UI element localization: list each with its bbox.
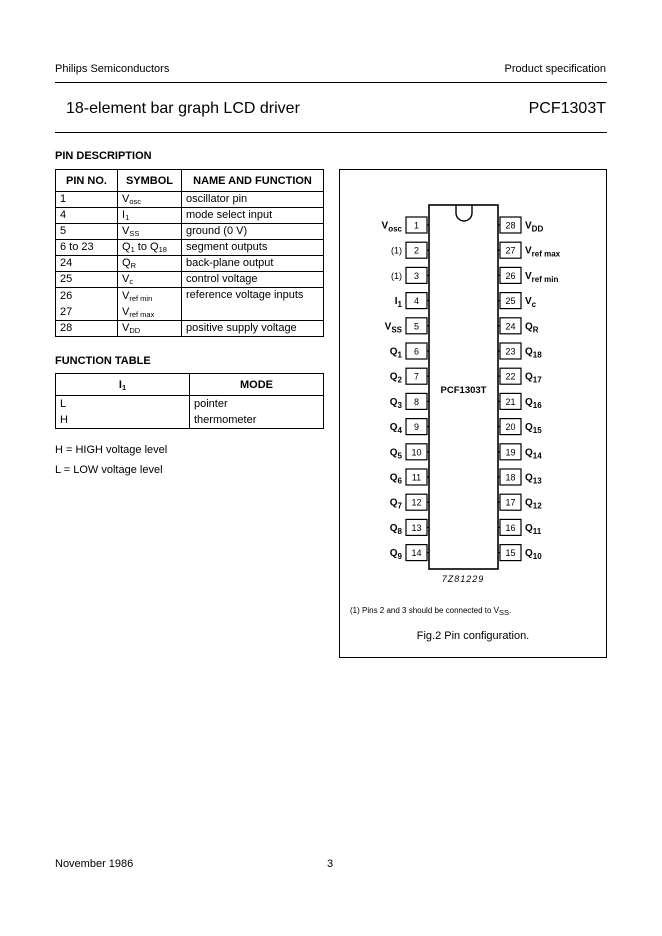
doc-type: Product specification (504, 63, 606, 75)
pin-name: $V_{osc}$ (381, 220, 402, 234)
pin-number: 11 (411, 472, 422, 483)
pin-name: $Q_9$ (389, 548, 402, 562)
pin-cell: 28 (56, 321, 118, 337)
function-cell: segment outputs (182, 240, 324, 256)
function-table-heading: FUNCTION TABLE (55, 355, 151, 367)
table-row (56, 396, 324, 429)
pin-name: $Q_8$ (389, 522, 402, 536)
pin-name: (1) (391, 245, 402, 256)
symbol-cell: $Q_R$ (118, 256, 182, 272)
symbol-cell: $V_{SS}$ (118, 224, 182, 240)
pin-number: 23 (505, 346, 516, 357)
pin-number: 15 (505, 548, 516, 559)
column-header: SYMBOL (118, 170, 182, 192)
pin-name: $Q_{18}$ (525, 346, 542, 360)
pin-number: 26 (505, 270, 516, 281)
column-header: NAME AND FUNCTION (182, 170, 324, 192)
function-cell: oscillator pin (182, 192, 324, 208)
table-row (56, 321, 324, 337)
pin-name: $Q_4$ (389, 422, 402, 436)
pin-number: 8 (413, 396, 420, 407)
pin-number: 19 (505, 447, 516, 458)
pin-name: $Q_1$ (389, 346, 402, 360)
pin-number: 5 (413, 321, 420, 332)
symbol-cell: $Q_1$ to $Q_{18}$ (118, 240, 182, 256)
table-row (56, 240, 324, 256)
pin-name: $Q_7$ (389, 497, 402, 511)
doc-title: 18-element bar graph LCD driver (66, 100, 300, 117)
pin-cell: 26 27 (56, 288, 118, 321)
pin-name: $Q_3$ (389, 396, 402, 410)
symbol-cell: $V_{ref min}$ $V_{ref max}$ (118, 288, 182, 321)
symbol-cell: $V_c$ (118, 272, 182, 288)
pin-name: $V_{ref min}$ (525, 270, 559, 284)
pin-number: 9 (413, 422, 420, 433)
right-pins (498, 217, 561, 561)
symbol-cell: $V_{osc}$ (118, 192, 182, 208)
pin-name: $Q_{10}$ (525, 548, 542, 562)
pin-number: 17 (505, 497, 516, 508)
pin-number: 20 (505, 422, 516, 433)
note-low: L = LOW voltage level (55, 464, 163, 476)
pin-number: 10 (411, 447, 422, 458)
title-rule (55, 132, 607, 133)
figure-caption: Fig.2 Pin configuration. (416, 630, 530, 642)
pin-number: 27 (505, 245, 516, 256)
chip-label: PCF1303T (440, 385, 487, 396)
pin-number: 12 (411, 497, 422, 508)
figure-footnote: (1) Pins 2 and 3 should be connected to $V_{SS}$. (350, 606, 512, 617)
page-number: 3 (327, 858, 334, 870)
pin-number: 24 (505, 321, 516, 332)
pin-name: $V_{DD}$ (525, 220, 544, 234)
pin-number: 14 (411, 548, 422, 559)
pin-description-heading: PIN DESCRIPTION (55, 150, 152, 162)
pin-number: 2 (413, 245, 420, 256)
pin-cell: 4 (56, 208, 118, 224)
pin-configuration-diagram (340, 170, 604, 595)
input-cell: L H (56, 396, 190, 429)
function-cell: reference voltage inputs (182, 288, 324, 321)
table-row (56, 288, 324, 321)
function-cell: control voltage (182, 272, 324, 288)
pin-number: 13 (411, 522, 422, 533)
pin-number: 3 (413, 270, 420, 281)
table-row (56, 208, 324, 224)
pin-cell: 25 (56, 272, 118, 288)
pin-name: $Q_{17}$ (525, 371, 542, 385)
pin-name: $I_1$ (394, 296, 402, 310)
footer-date: November 1986 (55, 858, 134, 870)
company-name: Philips Semiconductors (55, 63, 170, 75)
column-header: $I_1$ (56, 374, 190, 396)
symbol-cell: $I_1$ (118, 208, 182, 224)
pin-name: $Q_2$ (389, 371, 402, 385)
pin-name: $Q_{15}$ (525, 422, 542, 436)
pin-number: 7 (413, 371, 420, 382)
pin-name: $Q_{11}$ (525, 522, 542, 536)
function-cell: back-plane output (182, 256, 324, 272)
pin-name: $V_{SS}$ (384, 321, 402, 335)
pin-name: $Q_{12}$ (525, 497, 542, 511)
table-row (56, 192, 324, 208)
pin-number: 6 (413, 346, 420, 357)
table-row (56, 272, 324, 288)
part-number: PCF1303T (528, 100, 606, 117)
table-row (56, 224, 324, 240)
pin-name: $Q_6$ (389, 472, 402, 486)
table-row (56, 256, 324, 272)
function-cell: mode select input (182, 208, 324, 224)
symbol-cell: $V_{DD}$ (118, 321, 182, 337)
pin-number: 25 (505, 296, 516, 307)
function-cell: ground (0 V) (182, 224, 324, 240)
header-rule (55, 82, 607, 83)
pin-name: (1) (391, 270, 402, 281)
pin-description-table (55, 169, 324, 337)
pin-number: 22 (505, 371, 516, 382)
column-header: MODE (190, 374, 324, 396)
pin-name: $V_c$ (525, 296, 537, 310)
pin-number: 28 (505, 220, 516, 231)
pin-number: 21 (505, 396, 516, 407)
note-high: H = HIGH voltage level (55, 444, 168, 456)
function-cell: positive supply voltage (182, 321, 324, 337)
pin-name: $Q_{13}$ (525, 472, 542, 486)
pin-name: $Q_5$ (389, 447, 402, 461)
drawing-code: 7Z81229 (441, 574, 485, 584)
pin-name: $V_{ref max}$ (525, 245, 561, 259)
left-pins (382, 217, 429, 561)
pin-cell: 5 (56, 224, 118, 240)
table-header-row (56, 170, 324, 192)
pin-name: $Q_{14}$ (525, 447, 542, 461)
pin-number: 1 (413, 220, 420, 231)
pin-number: 18 (505, 472, 516, 483)
table-header-row (56, 374, 324, 396)
pin-cell: 24 (56, 256, 118, 272)
function-table (55, 373, 324, 429)
pin-number: 4 (413, 296, 420, 307)
pin-cell: 6 to 23 (56, 240, 118, 256)
mode-cell: pointer thermometer (190, 396, 324, 429)
pin-name: $Q_{16}$ (525, 396, 542, 410)
pin-cell: 1 (56, 192, 118, 208)
pin-number: 16 (505, 522, 516, 533)
column-header: PIN NO. (56, 170, 118, 192)
pin-name: $Q_R$ (525, 321, 539, 335)
